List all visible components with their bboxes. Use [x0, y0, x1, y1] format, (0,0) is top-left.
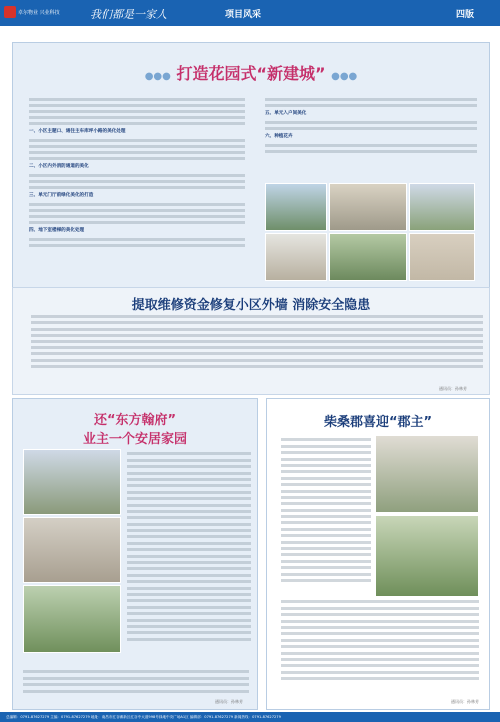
- photo: [265, 233, 327, 281]
- logo-icon: [4, 6, 16, 18]
- logo-text: 卓尔物业 兴业科技: [18, 9, 60, 16]
- article-oriental-mansion: [12, 398, 258, 710]
- logo: [4, 6, 60, 18]
- article-chaisang: [266, 398, 490, 710]
- article-body: [281, 435, 371, 585]
- article-title-line2: 业主一个安居家园: [82, 432, 187, 447]
- subheading: 二、小区内外消防通道的美化: [29, 164, 89, 169]
- photo-collage: [265, 183, 475, 281]
- subheading: 一、小区主题口、通往主车库坪小路的美化处理: [29, 129, 126, 134]
- photo: [329, 233, 407, 281]
- decoration-dot: ●●●: [331, 71, 358, 82]
- article-title: ●●● 打造花园式“新建城” ●●●: [144, 64, 358, 83]
- article-wall-repair: [12, 287, 490, 395]
- masthead-slogan: 我们都是一家人: [90, 8, 167, 21]
- photo: [329, 183, 407, 231]
- photo: [409, 233, 475, 281]
- footer: 总编辑：0791-87627279 主编：0791-87627279 地址：南昌市红谷滩新区红谷中大道998号绿地中央广场A1区 编辑部：0791-87627279 新闻热线：0791-87627279: [0, 712, 500, 722]
- photo: [23, 517, 121, 583]
- photo: [409, 183, 475, 231]
- page-number: 四版: [456, 10, 475, 20]
- subheading: 三、单元门厅前绿化美化的打造: [29, 193, 94, 198]
- article-title: 柴桑郡喜迎“郡主”: [323, 415, 433, 430]
- photo: [23, 585, 121, 653]
- decoration-dot: ●●●: [144, 71, 171, 82]
- article-title-line1: 还“东方翰府”: [93, 413, 177, 428]
- photo: [265, 183, 327, 231]
- article-new-city: [12, 42, 490, 292]
- article-body: [281, 597, 479, 683]
- subheading: 五、单元入户间美化: [265, 111, 307, 116]
- byline: 通讯员：孙林芳: [439, 386, 467, 391]
- subheading: 六、种植花卉: [265, 134, 293, 139]
- article-column-left: [29, 95, 245, 250]
- article-body: [31, 312, 483, 371]
- article-body: [127, 449, 251, 644]
- subheading: 四、地下室楼梯的美化处理: [29, 228, 85, 233]
- byline: 通讯员：孙林芳: [451, 699, 479, 704]
- photo: [375, 515, 479, 597]
- masthead: [0, 0, 500, 26]
- photo: [375, 435, 479, 513]
- article-column-right: [265, 95, 477, 156]
- photo-column: [23, 449, 121, 653]
- article-body: [23, 667, 249, 696]
- photo: [23, 449, 121, 515]
- byline: 通讯员：孙林芳: [215, 699, 243, 704]
- section-name: 项目风采: [225, 10, 262, 20]
- article-title: 提取维修资金修复小区外墙 消除安全隐患: [131, 298, 371, 313]
